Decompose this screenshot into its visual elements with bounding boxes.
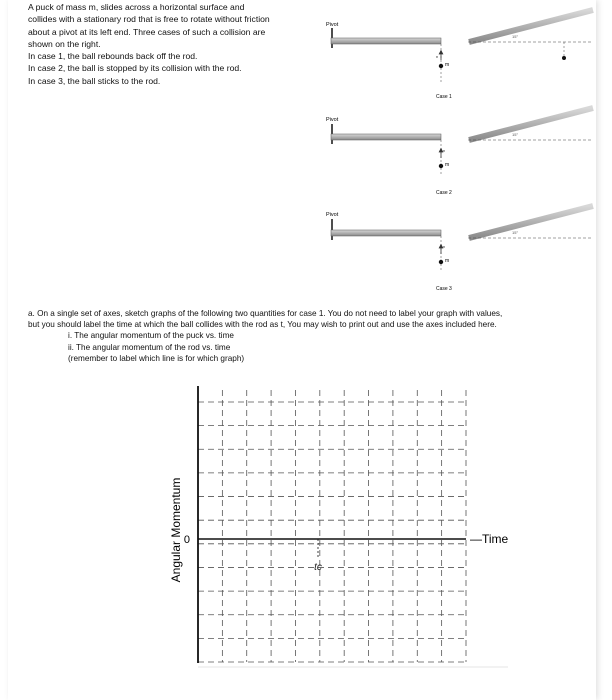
document-page [8, 0, 596, 700]
case-3-diagram [326, 206, 593, 292]
question-item: ii. The angular momentum of the rod vs. time [68, 342, 231, 352]
pivot-label: Pivot [326, 22, 339, 28]
puck [439, 164, 443, 168]
puck-label: m [445, 62, 450, 68]
question-a [28, 308, 598, 364]
angle-label: 15° [512, 230, 519, 235]
angle-label: 15° [512, 132, 519, 137]
problem-intro [28, 1, 313, 87]
intro-line: In case 2, the ball is stopped by its collision with the rod. [28, 63, 242, 74]
velocity-label: v [443, 148, 445, 153]
dashed-grid [198, 390, 466, 662]
angle-label: 15° [512, 34, 519, 39]
tc-label: tc [314, 562, 322, 573]
time-axis-label: —Time [470, 532, 509, 546]
intro-line: A puck of mass m, slides across a horizontal surface and [28, 2, 245, 12]
puck-label: m [445, 258, 450, 264]
collision-case-diagrams [308, 0, 608, 300]
intro-line: In case 3, the ball sticks to the rod. [28, 75, 161, 86]
rod [331, 38, 441, 44]
question-item: i. The angular momentum of the puck vs. time [68, 331, 234, 341]
intro-line: collides with a stationary rod that is free to rotate without friction [28, 14, 270, 25]
rotated-rod [469, 10, 593, 42]
origin-label: 0 [183, 534, 190, 546]
rod [331, 134, 441, 140]
question-text: but you should label the time at which the ball collides with the rod as t, You may wish to print out and use the axes included here. [28, 320, 497, 330]
puck-label: m [445, 162, 450, 168]
case-label: Case 2 [436, 190, 452, 196]
y-axis-label: Angular Momentum [169, 477, 183, 583]
case-1-diagram [326, 10, 593, 100]
rod [331, 230, 441, 236]
blank-axes-graph [158, 378, 518, 678]
case-label: Case 1 [436, 94, 452, 100]
pivot-label: Pivot [326, 117, 339, 123]
case-2-diagram [326, 108, 593, 196]
puck [439, 64, 443, 68]
puck [439, 260, 443, 264]
time-axis-text: Time [482, 532, 509, 546]
intro-line: In case 1, the ball rebounds back off the rod. [28, 51, 198, 62]
rebounding-puck [562, 56, 566, 60]
question-text: a. On a single set of axes, sketch graphs of the following two quantities for case 1. You do not need to label your graph with values, [28, 309, 503, 318]
intro-line: about a pivot at its left end. Three cases of such a collision are [28, 26, 266, 37]
velocity-label: v [443, 244, 445, 249]
case-label: Case 3 [436, 286, 452, 292]
rotated-rod [469, 206, 593, 238]
pivot-label: Pivot [326, 212, 339, 218]
velocity-label: v [436, 54, 438, 59]
intro-line: shown on the right. [28, 38, 101, 49]
rotated-rod [469, 108, 593, 140]
question-item: (remember to label which line is for which graph) [68, 353, 245, 363]
